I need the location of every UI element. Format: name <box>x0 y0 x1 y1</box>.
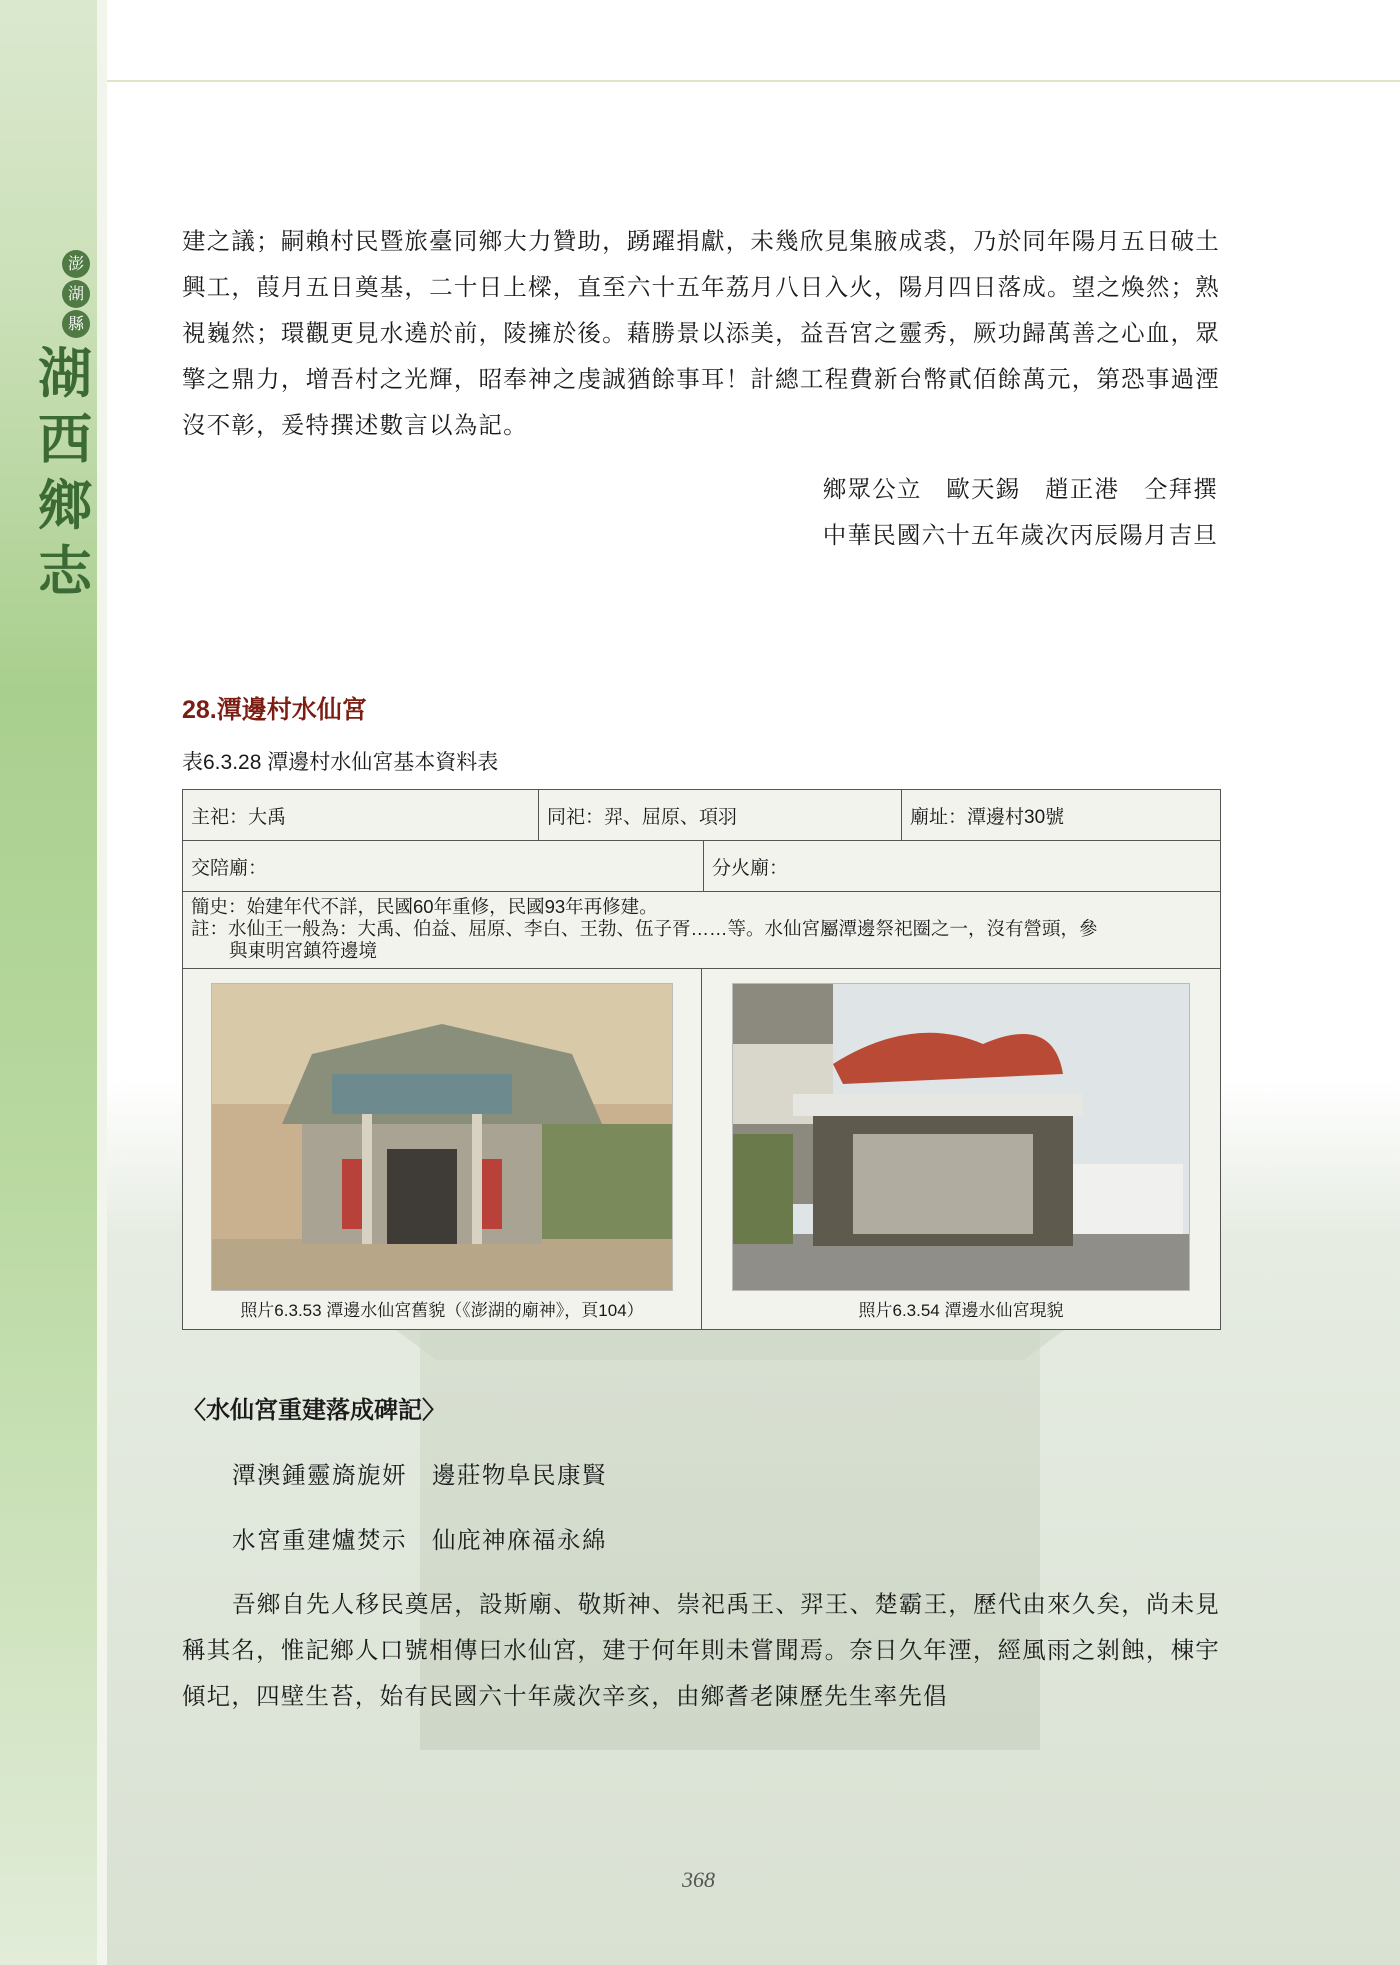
photo-cell-new <box>702 969 1220 1329</box>
history-text: 簡史：始建年代不詳，民國60年重修，民國93年再修建。 <box>191 896 658 917</box>
book-title-char: 鄉 <box>38 473 92 537</box>
address-cell: 廟址：潭邊村30號 <box>910 806 1065 828</box>
page-number: 368 <box>682 1867 715 1892</box>
table-caption: 表6.3.28 潭邊村水仙宮基本資料表 <box>182 751 499 774</box>
inscription-title: 〈水仙宮重建落成碑記〉 <box>182 1396 446 1424</box>
verse-line-1: 潭澳鍾靈旖旎妍 邊莊物阜民康賢 <box>232 1461 607 1489</box>
photos-row <box>183 969 1220 1329</box>
section-title: 28.潭邊村水仙宮 <box>182 696 367 724</box>
book-title-char: 湖 <box>38 341 92 405</box>
table-row <box>183 841 1220 892</box>
photo-caption-new: 照片6.3.54 潭邊水仙宮現貌 <box>858 1301 1064 1320</box>
county-seal-char: 澎 <box>62 250 90 278</box>
partner-temple-cell: 交陪廟： <box>183 841 704 891</box>
closing-paragraph: 吾鄉自先人移民奠居，設斯廟、敬斯神、崇祀禹王、羿王、楚霸王，歷代由來久矣，尚未見稱其名，惟記鄉人口號相傳曰水仙宮，建于何年則未嘗聞焉。奈日久年湮，經風雨之剝蝕，棟宇傾圮，四壁生苔，始有民國六十年歲次辛亥，由鄉耆老陳歷先生率先倡 <box>182 1590 1220 1710</box>
county-seal-char: 縣 <box>62 310 90 338</box>
main-deity-cell: 主祀：大禹 <box>183 790 539 840</box>
verse-line-2: 水宮重建爐焚示 仙庇神庥福永綿 <box>232 1526 607 1554</box>
table-row <box>183 790 1220 841</box>
co-deity-cell: 同祀：羿、屈原、項羽 <box>539 790 902 840</box>
county-seal-char: 湖 <box>62 280 90 308</box>
intro-paragraph: 建之議；嗣賴村民暨旅臺同鄉大力贊助，踴躍捐獻，未幾欣見集腋成裘，乃於同年陽月五日破土興工，葭月五日奠基，二十日上樑，直至六十五年荔月八日入火，陽月四日落成。望之煥然；熟視巍然；環觀更見水遶於前，陵擁於後。藉勝景以添美，益吾宮之靈秀，厥功歸萬善之心血，眾擎之鼎力，增吾村之光輝，昭奉神之虔誠猶餘事耳！計總工程費新台幣貳佰餘萬元，第恐事過湮沒不彰，爰特撰述數言以為記。 <box>182 227 1220 439</box>
book-logo <box>38 248 102 604</box>
note-text-continued: 與東明宮鎮符邊境 <box>229 940 378 961</box>
book-title-char: 西 <box>38 407 92 471</box>
photo-caption-old: 照片6.3.53 潭邊水仙宮舊貌（《澎湖的廟神》，頁104） <box>240 1301 644 1320</box>
signoff-date: 中華民國六十五年歲次丙辰陽月吉旦 <box>822 521 1218 549</box>
note-text: 註：水仙王一般為：大禹、伯益、屈原、李白、王勃、伍子胥……等。水仙宮屬潭邊祭祀圈之一，沒有營頭，參 <box>191 918 1098 939</box>
header-rule <box>107 80 1400 82</box>
signoff-authors: 鄉眾公立 歐天錫 趙正港 仝拜撰 <box>822 475 1218 503</box>
new-temple-photo <box>732 983 1190 1291</box>
old-temple-photo <box>211 983 673 1291</box>
branch-temple-cell: 分火廟： <box>712 857 789 879</box>
temple-info-table <box>182 789 1221 1330</box>
book-title-char: 志 <box>38 539 92 603</box>
photo-cell-old <box>183 969 702 1329</box>
history-notes-row <box>183 892 1220 969</box>
